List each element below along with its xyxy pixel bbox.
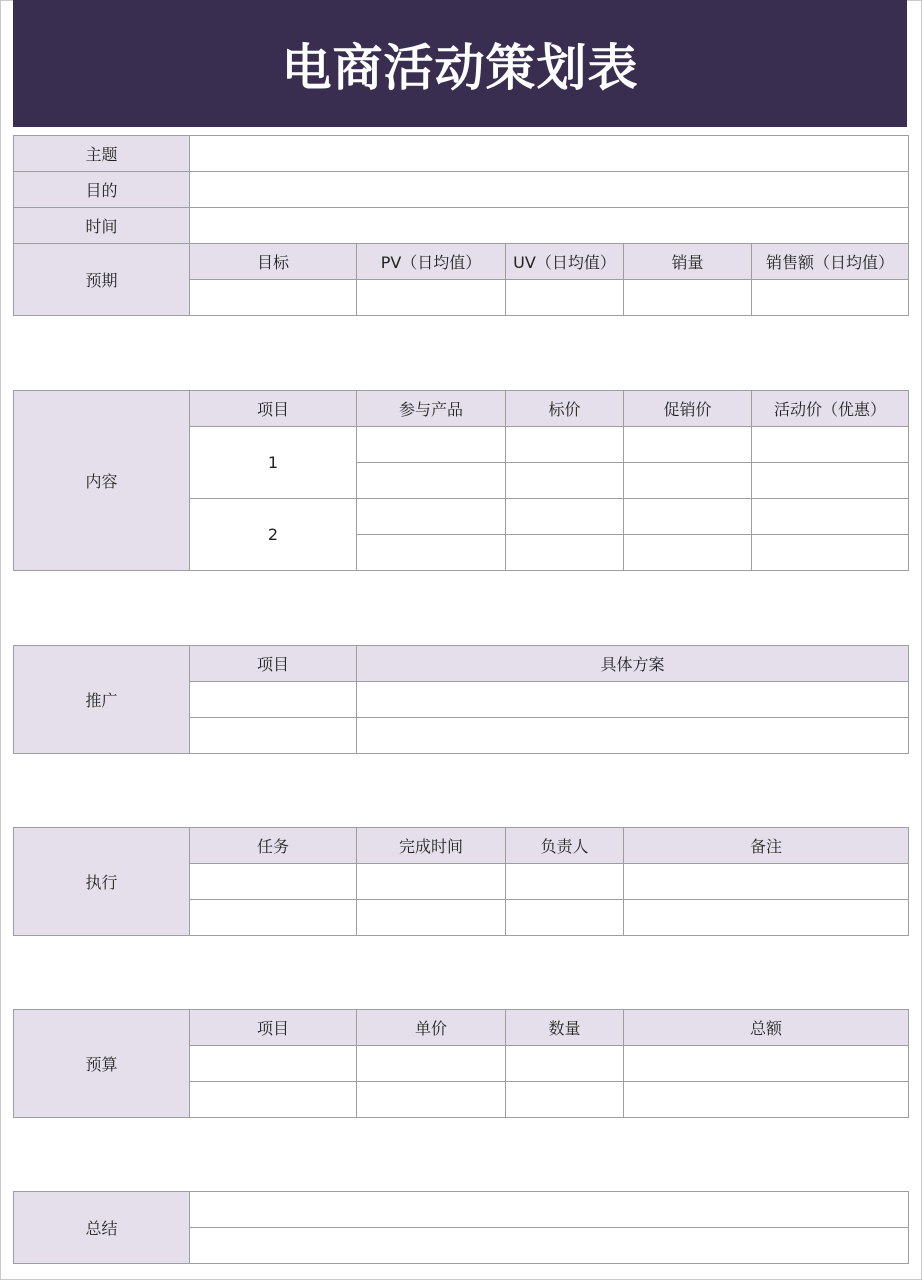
column-header: 备注	[624, 828, 909, 864]
column-header: 活动价（优惠）	[752, 391, 909, 427]
table-cell[interactable]	[357, 535, 506, 571]
table-cell[interactable]	[752, 427, 909, 463]
title-banner	[13, 0, 907, 127]
page-title: 电商活动策划表	[281, 38, 639, 97]
table-cell[interactable]	[190, 280, 357, 316]
table-cell[interactable]	[190, 718, 357, 754]
column-header: 任务	[190, 828, 357, 864]
column-header: 销量	[624, 244, 752, 280]
expect-label: 预期	[14, 244, 190, 316]
table-cell[interactable]	[506, 427, 624, 463]
table-cell[interactable]	[506, 280, 624, 316]
column-header: 标价	[506, 391, 624, 427]
table-row	[14, 244, 909, 280]
table-cell[interactable]	[190, 900, 357, 936]
column-header: 参与产品	[357, 391, 506, 427]
table-cell[interactable]	[190, 1046, 357, 1082]
table-cell[interactable]	[506, 535, 624, 571]
table-cell[interactable]	[624, 427, 752, 463]
column-header: 数量	[506, 1010, 624, 1046]
table-row	[14, 1010, 909, 1046]
table-cell[interactable]	[190, 864, 357, 900]
table-cell[interactable]	[624, 499, 752, 535]
table-cell[interactable]	[624, 900, 909, 936]
summary-field[interactable]	[190, 1228, 909, 1264]
column-header: 单价	[357, 1010, 506, 1046]
column-header: UV（日均值）	[506, 244, 624, 280]
table-row	[14, 391, 909, 427]
column-header: 项目	[190, 646, 357, 682]
table-cell[interactable]	[624, 1046, 909, 1082]
purpose-field[interactable]	[190, 172, 909, 208]
table-cell[interactable]	[357, 499, 506, 535]
table-cell[interactable]	[624, 1082, 909, 1118]
table-cell[interactable]	[357, 864, 506, 900]
table-cell[interactable]	[357, 1046, 506, 1082]
table-cell[interactable]	[624, 463, 752, 499]
promotion-label: 推广	[14, 646, 190, 754]
table-cell[interactable]	[752, 535, 909, 571]
table-cell[interactable]	[506, 1082, 624, 1118]
table-cell[interactable]	[506, 900, 624, 936]
column-header: 目标	[190, 244, 357, 280]
table-cell[interactable]	[357, 682, 909, 718]
table-cell[interactable]	[357, 900, 506, 936]
table-cell[interactable]	[624, 280, 752, 316]
theme-label: 主题	[14, 136, 190, 172]
summary-table	[13, 1191, 909, 1264]
column-header: 项目	[190, 1010, 357, 1046]
table-cell[interactable]	[357, 1082, 506, 1118]
table-cell[interactable]	[624, 535, 752, 571]
column-header: 总额	[624, 1010, 909, 1046]
table-row	[14, 828, 909, 864]
table-cell[interactable]	[506, 864, 624, 900]
table-cell[interactable]	[506, 499, 624, 535]
column-header: 项目	[190, 391, 357, 427]
table-cell[interactable]	[190, 1082, 357, 1118]
purpose-label: 目的	[14, 172, 190, 208]
table-cell[interactable]	[357, 718, 909, 754]
item-number: 1	[190, 427, 357, 499]
item-number: 2	[190, 499, 357, 571]
table-cell[interactable]	[506, 463, 624, 499]
budget-label: 预算	[14, 1010, 190, 1118]
table-row	[14, 646, 909, 682]
promotion-table	[13, 645, 909, 754]
column-header: 完成时间	[357, 828, 506, 864]
column-header: 销售额（日均值）	[752, 244, 909, 280]
column-header: 负责人	[506, 828, 624, 864]
theme-field[interactable]	[190, 136, 909, 172]
table-row	[14, 1192, 909, 1228]
table-cell[interactable]	[357, 463, 506, 499]
table-row	[14, 208, 909, 244]
table-row	[14, 136, 909, 172]
content-table	[13, 390, 909, 571]
table-cell[interactable]	[190, 682, 357, 718]
time-label: 时间	[14, 208, 190, 244]
table-cell[interactable]	[752, 463, 909, 499]
basic-info-table	[13, 135, 909, 316]
table-row	[14, 172, 909, 208]
table-cell[interactable]	[506, 1046, 624, 1082]
budget-table	[13, 1009, 909, 1118]
summary-field[interactable]	[190, 1192, 909, 1228]
summary-label: 总结	[14, 1192, 190, 1264]
time-field[interactable]	[190, 208, 909, 244]
table-cell[interactable]	[357, 280, 506, 316]
table-cell[interactable]	[624, 864, 909, 900]
column-header: 具体方案	[357, 646, 909, 682]
column-header: 促销价	[624, 391, 752, 427]
table-cell[interactable]	[357, 427, 506, 463]
table-cell[interactable]	[752, 499, 909, 535]
execution-label: 执行	[14, 828, 190, 936]
content-label: 内容	[14, 391, 190, 571]
execution-table	[13, 827, 909, 936]
table-cell[interactable]	[752, 280, 909, 316]
column-header: PV（日均值）	[357, 244, 506, 280]
